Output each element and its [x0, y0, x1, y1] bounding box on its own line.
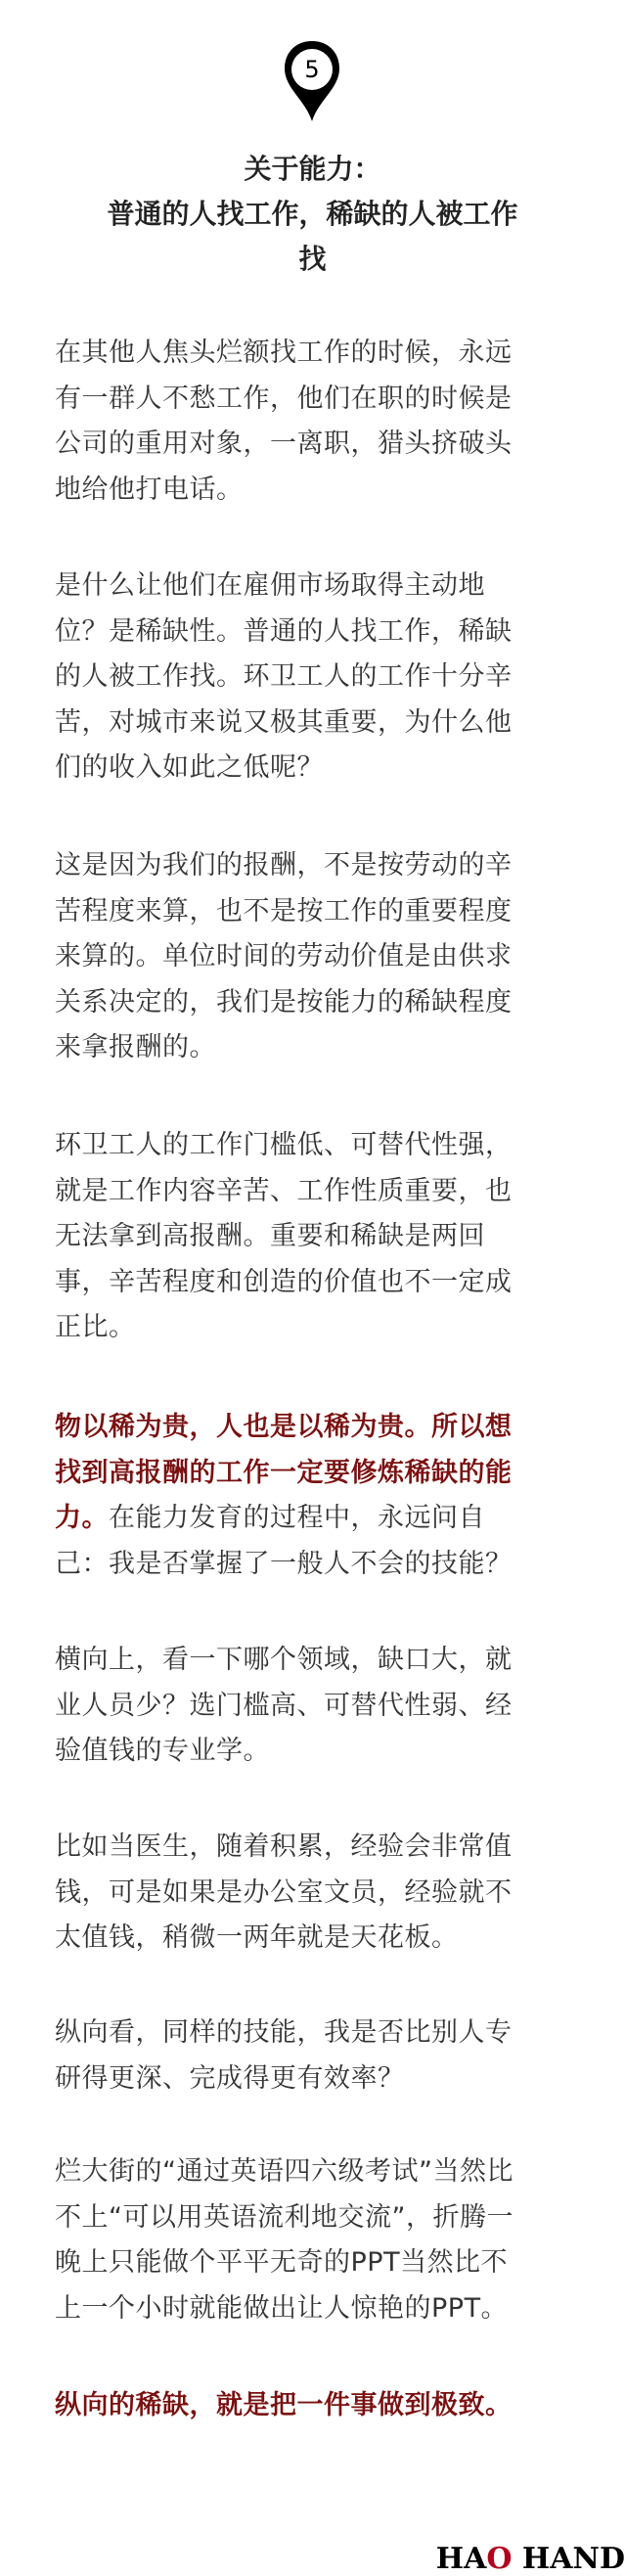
text-line: 横向上，看一下哪个领域，缺口大，就 — [55, 1645, 513, 1675]
text-line: 烂大街的“通过英语四六级考试”当然比 — [55, 2156, 513, 2187]
watermark-text: HAND — [512, 2542, 625, 2576]
text-line: 正比。 — [55, 1312, 136, 1342]
section-number: 5 — [304, 56, 320, 83]
watermark-accent: O — [486, 2542, 513, 2576]
text-line: 是什么让他们在雇佣市场取得主动地 — [55, 570, 485, 601]
text-line: 研得更深、完成得更有效率？ — [55, 2062, 405, 2094]
text-line: 来拿报酬的。 — [55, 1032, 216, 1062]
text-line: 就是工作内容辛苦、工作性质重要，也 — [55, 1175, 513, 1206]
paragraph-10-highlight — [55, 2383, 583, 2429]
section-heading — [39, 147, 586, 282]
heading-line: 关于能力： — [244, 153, 381, 185]
text-line: 关系决定的，我们是按能力的稀缺程度 — [55, 986, 513, 1017]
text-line: 业人员少？选门槛高、可替代性弱、经 — [55, 1690, 513, 1721]
text-line: 来算的。单位时间的劳动价值是由供求 — [55, 941, 513, 972]
heading-line: 找 — [298, 243, 327, 275]
text-line — [55, 1496, 583, 1542]
text-line: 苦程度来算，也不是按工作的重要程度 — [55, 895, 513, 926]
watermark-text: HA — [435, 2542, 487, 2576]
paragraph-8 — [55, 2011, 583, 2101]
paragraph-9 — [55, 2149, 583, 2331]
section-number-badge — [282, 39, 342, 125]
text-line: 不上“可以用英语流利地交流”，折腾一 — [55, 2201, 513, 2233]
text-line: 比如当医生，随着积累，经验会非常值 — [55, 1831, 513, 1862]
paragraph-6 — [55, 1638, 583, 1775]
text-line: 验值钱的专业学。 — [55, 1736, 270, 1766]
heading-line: 普通的人找工作，稀缺的人被工作 — [107, 198, 518, 230]
text-line: 公司的重用对象，一离职，猎头挤破头 — [55, 429, 513, 459]
highlight-fragment: 力。 — [55, 1503, 109, 1533]
paragraph-4 — [55, 1123, 583, 1351]
text-line: 位？是稀缺性。普通的人找工作，稀缺 — [55, 615, 513, 647]
highlight-line: 找到高报酬的工作一定要修炼稀缺的能 — [55, 1457, 513, 1488]
text-line: 地给他打电话。 — [55, 474, 244, 505]
text-line: 上一个小时就能做出让人惊艳的PPT。 — [55, 2292, 509, 2324]
paragraph-1 — [55, 331, 583, 513]
paragraph-7 — [55, 1825, 583, 1962]
text-line: 太值钱，稍微一两年就是天花板。 — [55, 1922, 459, 1953]
text-line: 有一群人不愁工作，他们在职的时候是 — [55, 383, 513, 414]
text-line: 在其他人焦头烂额找工作的时候，永远 — [55, 338, 513, 368]
text-line: 己：我是否掌握了一般人不会的技能？ — [55, 1548, 513, 1579]
text-line: 们的收入如此之低呢？ — [55, 752, 324, 783]
paragraph-5-highlight — [55, 1405, 583, 1587]
paragraph-3 — [55, 843, 583, 1071]
text-line: 的人被工作找。环卫工人的工作十分辛 — [55, 661, 513, 692]
text-line: 事，辛苦程度和创造的价值也不一定成 — [55, 1266, 513, 1297]
highlight-line: 纵向的稀缺，就是把一件事做到极致。 — [55, 2390, 513, 2420]
watermark-logo — [436, 2544, 625, 2575]
text-line: 纵向看，同样的技能，我是否比别人专 — [55, 2017, 513, 2048]
text-line: 这是因为我们的报酬，不是按劳动的辛 — [55, 850, 513, 881]
text-fragment: 在能力发育的过程中，永远问自 — [109, 1503, 485, 1533]
paragraph-2 — [55, 564, 583, 791]
highlight-line: 物以稀为贵，人也是以稀为贵。所以想 — [55, 1412, 513, 1442]
text-line: 无法拿到高报酬。重要和稀缺是两回 — [55, 1221, 485, 1251]
text-line: 钱，可是如果是办公室文员，经验就不 — [55, 1876, 513, 1908]
text-line: 苦，对城市来说又极其重要，为什么他 — [55, 706, 513, 738]
text-line: 晚上只能做个平平无奇的PPT当然比不 — [55, 2247, 509, 2278]
text-line: 环卫工人的工作门槛低、可替代性强， — [55, 1130, 513, 1160]
